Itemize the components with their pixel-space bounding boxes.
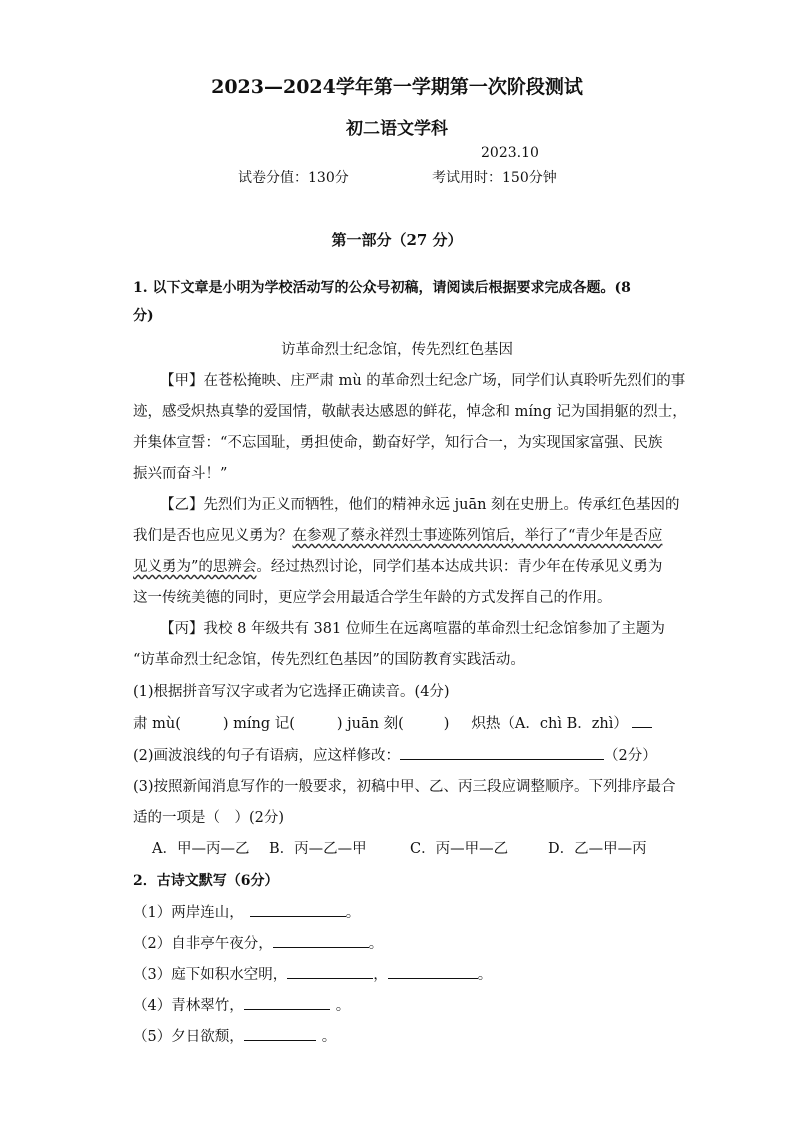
punct: 。 [345, 905, 361, 921]
poem-line-text: （3）庭下如积水空明， [133, 967, 288, 983]
paragraph-yi-line [133, 555, 662, 576]
option-d[interactable]: D．乙—甲—丙 [548, 841, 647, 857]
poem-line-text: （4）青林翠竹， [133, 998, 244, 1014]
answer-blank[interactable] [388, 964, 478, 979]
sub-question-3-line: 适的一项是（ ）(2分) [133, 810, 285, 826]
option-c[interactable]: C．丙—甲—乙 [410, 841, 509, 857]
poem-line-text: （1）两岸连山， [133, 905, 244, 921]
article-title: 访革命烈士纪念馆，传先烈红色基因 [281, 342, 513, 358]
sub-question-3: (3)按照新闻消息写作的一般要求，初稿中甲、乙、丙三段应调整顺序。下列排序最合 [133, 779, 676, 795]
sub-question-2 [133, 744, 657, 765]
blank-label-juan: ) juān 刻( [336, 716, 404, 732]
part-title: 第一部分（27 分） [331, 231, 463, 249]
wavy-sentence: 在参观了蔡永祥烈士事迹陈列馆后，举行了“青少年是否应 [292, 528, 663, 544]
punct: 。 [321, 1029, 337, 1045]
paragraph-bing-line: “访革命烈士纪念馆，传先烈红色基因”的国防教育实践活动。 [133, 652, 525, 668]
answer-blank[interactable] [287, 964, 373, 979]
exam-score: 试卷分值：130分 [238, 170, 349, 186]
option-a[interactable]: A．甲—丙—乙 [152, 841, 250, 857]
blank-label-chire: 炽热（A．chì B．zhì） [471, 716, 628, 732]
wavy-sentence-cont: 见义勇为”的思辨会 [133, 559, 257, 575]
punct: ， [373, 967, 388, 983]
sub-question-1-blanks [133, 712, 652, 733]
exam-title: 2023—2024学年第一学期第一次阶段测试 [211, 76, 583, 98]
sub-question-2-text: (2)画波浪线的句子有语病，应这样修改： [133, 748, 401, 764]
poem-line-3 [133, 963, 492, 984]
poem-line-text: （5）夕日欲颓， [133, 1029, 244, 1045]
paragraph-yi: 【乙】先烈们为正义而牺牲，他们的精神永远 juān 刻在史册上。传承红色基因的 [160, 497, 680, 513]
answer-blank[interactable] [250, 902, 346, 917]
paragraph-yi-line [133, 524, 662, 545]
question-2-stem: 2．古诗文默写（6分） [133, 873, 279, 889]
poem-line-text: （2）自非亭午夜分， [133, 936, 273, 952]
answer-blank[interactable] [273, 933, 369, 948]
paragraph-jia-line: 并集体宣誓：“不忘国耻，勇担使命，勤奋好学，知行合一，为实现国家富强、民族 [133, 435, 663, 451]
option-b[interactable]: B．丙—乙—甲 [269, 841, 367, 857]
answer-blank[interactable] [244, 995, 330, 1010]
poem-line-4 [133, 994, 350, 1015]
paragraph-yi-text: 。经过热烈讨论，同学们基本达成共识：青少年在传承见义勇为 [256, 559, 663, 575]
exam-time: 考试用时：150分钟 [432, 170, 557, 186]
paragraph-jia-line: 迹，感受炽热真挚的爱国情，敬献表达感恩的鲜花，悼念和 míng 记为国捐躯的烈士， [133, 404, 687, 420]
punct: 。 [477, 967, 493, 983]
poem-line-5 [133, 1025, 336, 1046]
paragraph-jia: 【甲】在苍松掩映、庄严肃 mù 的革命烈士纪念广场，同学们认真聆听先烈们的事 [160, 373, 686, 389]
answer-blank[interactable] [400, 745, 604, 760]
question-1-stem-cont: 分) [133, 308, 154, 324]
poem-line-2 [133, 932, 383, 953]
exam-date: 2023.10 [481, 145, 539, 161]
punct: 。 [335, 998, 351, 1014]
blank-label-mu: 肃 mù( [133, 716, 181, 732]
sub-question-2-score: （2分） [604, 748, 657, 764]
blank-close: ) [443, 716, 450, 732]
exam-subject: 初二语文学科 [346, 119, 448, 139]
paragraph-jia-line: 振兴而奋斗！” [133, 466, 228, 482]
paragraph-yi-line: 这一传统美德的同时，更应学会用最适合学生年龄的方式发挥自己的作用。 [133, 590, 612, 606]
sub-question-1: (1)根据拼音写汉字或者为它选择正确读音。(4分) [133, 684, 450, 700]
blank-label-ming: ) míng 记( [222, 716, 295, 732]
answer-blank[interactable] [632, 713, 652, 728]
poem-line-1 [133, 901, 360, 922]
paragraph-bing: 【丙】我校 8 年级共有 381 位师生在远离喧嚣的革命烈士纪念馆参加了主题为 [160, 621, 665, 637]
paragraph-yi-text: 我们是否也应见义勇为？ [133, 528, 293, 544]
question-1-stem: 1. 以下文章是小明为学校活动写的公众号初稿，请阅读后根据要求完成各题。(8 [133, 280, 631, 296]
answer-blank[interactable] [244, 1026, 316, 1041]
punct: 。 [368, 936, 384, 952]
